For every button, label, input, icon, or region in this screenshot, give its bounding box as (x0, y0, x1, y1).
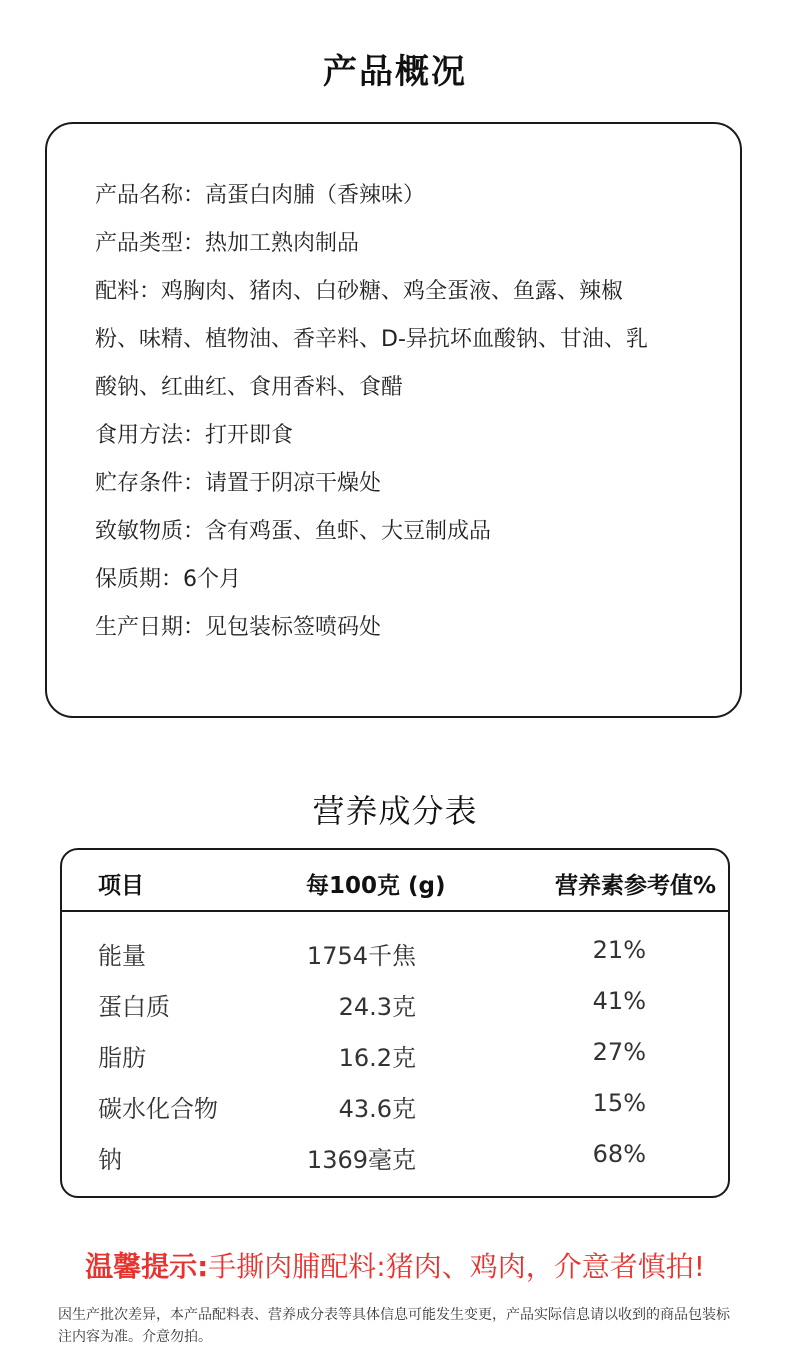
nutrient-nrv: 68% (592, 1140, 646, 1168)
header-per-100g: 每100克 (g) (306, 873, 446, 899)
header-nrv: 营养素参考值% (554, 873, 716, 899)
overview-line: 酸钠、红曲红、食用香料、食醋 (95, 375, 404, 400)
overview-title: 产品概况 (323, 52, 467, 92)
nutrition-table (60, 848, 730, 1198)
table-row (62, 979, 728, 1030)
overview-line: 产品类型：热加工熟肉制品 (95, 231, 360, 256)
overview-line: 食用方法：打开即食 (95, 423, 294, 448)
nutrition-title: 营养成分表 (312, 792, 478, 830)
overview-line: 贮存条件：请置于阴凉干燥处 (95, 471, 382, 496)
nutrition-table-header (62, 850, 728, 912)
nutrient-nrv: 27% (592, 1038, 646, 1066)
nutrient-name: 蛋白质 (98, 993, 170, 1021)
nutrient-name: 钠 (98, 1146, 122, 1174)
header-item: 项目 (98, 873, 144, 899)
warning-text: 手撕肉脯配料:猪肉、鸡肉，介意者慎拍! (208, 1250, 705, 1283)
table-row (62, 1132, 728, 1183)
warning-notice (0, 1245, 790, 1285)
overview-line: 粉、味精、植物油、香辛料、D-异抗坏血酸钠、甘油、乳 (95, 327, 648, 352)
nutrient-value: 1754千焦 (306, 942, 416, 970)
nutrient-value: 43.6克 (338, 1095, 416, 1123)
table-row (62, 1030, 728, 1081)
table-row (62, 928, 728, 979)
overview-line: 保质期：6个月 (95, 567, 241, 592)
overview-box (45, 122, 742, 718)
warning-label: 温馨提示: (85, 1250, 209, 1283)
overview-line: 生产日期：见包装标签喷码处 (95, 615, 382, 640)
nutrient-nrv: 15% (592, 1089, 646, 1117)
overview-line: 配料：鸡胸肉、猪肉、白砂糖、鸡全蛋液、鱼露、辣椒 (95, 279, 624, 304)
nutrient-nrv: 41% (592, 987, 646, 1015)
overview-line: 致敏物质：含有鸡蛋、鱼虾、大豆制成品 (95, 519, 492, 544)
table-row (62, 1081, 728, 1132)
nutrient-name: 碳水化合物 (98, 1095, 218, 1123)
overview-lines (95, 172, 715, 652)
nutrient-value: 24.3克 (338, 993, 416, 1021)
nutrient-name: 能量 (98, 942, 146, 970)
disclaimer-note: 因生产批次差异，本产品配料表、营养成分表等具体信息可能发生变更，产品实际信息请以收到的商品包装标注内容为准。介意勿拍。 (58, 1307, 730, 1345)
nutrient-value: 16.2克 (338, 1044, 416, 1072)
nutrient-name: 脂肪 (98, 1044, 146, 1072)
nutrient-nrv: 21% (592, 936, 646, 964)
nutrient-value: 1369毫克 (306, 1146, 416, 1174)
overview-line: 产品名称：高蛋白肉脯（香辣味） (95, 183, 426, 208)
